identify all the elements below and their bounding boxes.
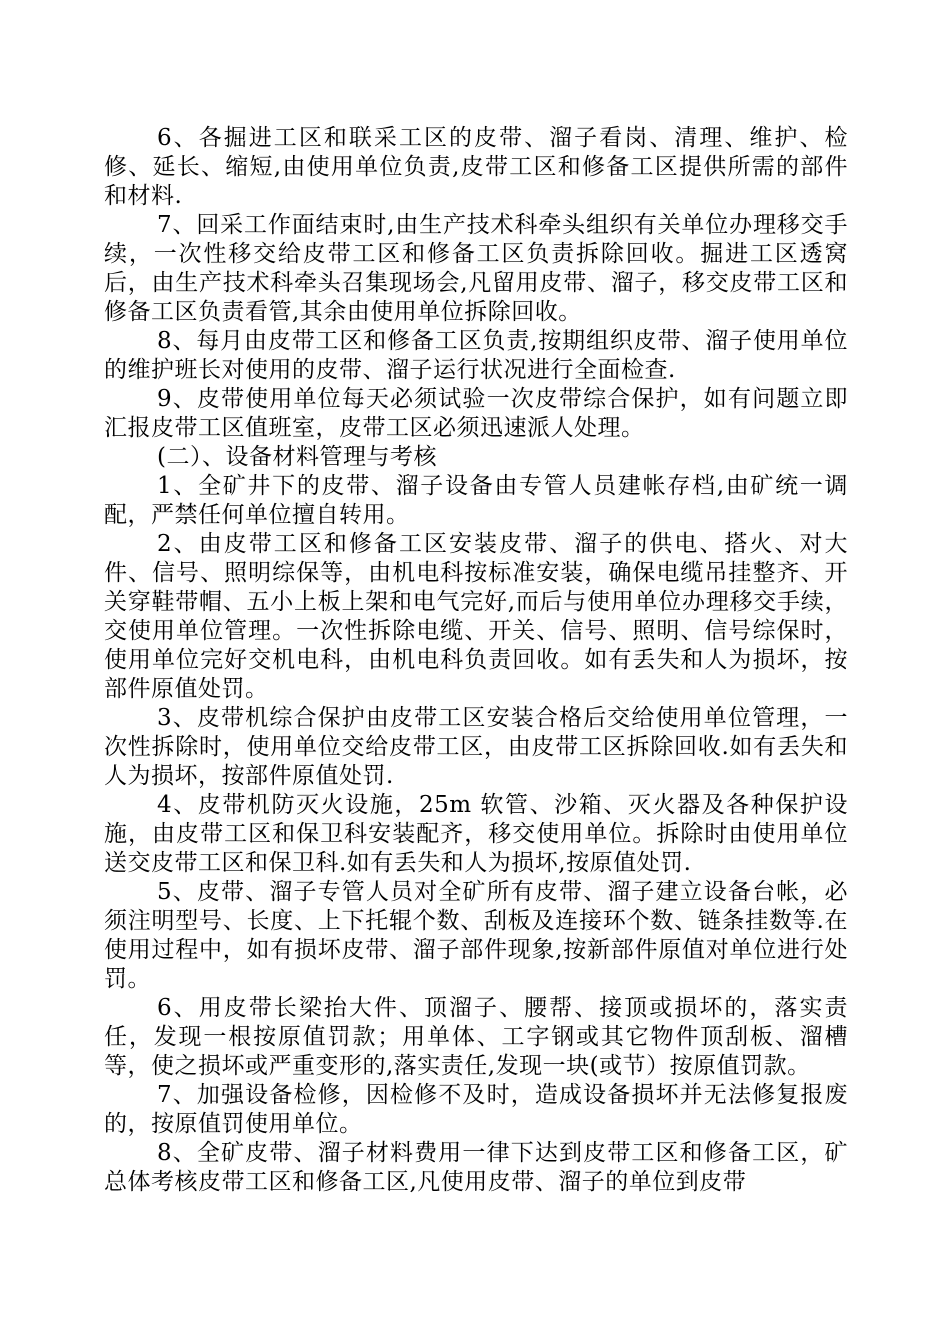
paragraph-item-4: 4、皮带机防灭火设施，25m 软管、沙箱、灭火器及各种保护设施，由皮带工区和保卫科安装配齐，移交使用单位。拆除时由使用单位送交皮带工区和保卫科.如有丢失和人为损坏,按原值处罚. xyxy=(104,792,848,876)
paragraph-item-6b: 6、用皮带长梁抬大件、顶溜子、腰帮、接顶或损坏的，落实责任，发现一根按原值罚款；用单体、工字钢或其它物件顶刮板、溜槽等，使之损坏或严重变形的,落实责任,发现一块(或节）按原值罚款。 xyxy=(104,995,848,1079)
paragraph-item-7: 7、回采工作面结束时,由生产技术科牵头组织有关单位办理移交手续，一次性移交给皮带工区和修备工区负责拆除回收。掘进工区透窝后，由生产技术科牵头召集现场会,凡留用皮带、溜子，移交皮带工区和修备工区负责看管,其余由使用单位拆除回收。 xyxy=(104,212,848,325)
paragraph-item-6: 6、各掘进工区和联采工区的皮带、溜子看岗、清理、维护、检修、延长、缩短,由使用单位负责,皮带工区和修备工区提供所需的部件和材料. xyxy=(104,125,848,209)
paragraph-item-3: 3、皮带机综合保护由皮带工区安装合格后交给使用单位管理，一次性拆除时，使用单位交给皮带工区，由皮带工区拆除回收.如有丢失和人为损坏，按部件原值处罚. xyxy=(104,705,848,789)
paragraph-item-8: 8、每月由皮带工区和修备工区负责,按期组织皮带、溜子使用单位的维护班长对使用的皮带、溜子运行状况进行全面检查. xyxy=(104,328,848,383)
paragraph-item-8b: 8、全矿皮带、溜子材料费用一律下达到皮带工区和修备工区，矿总体考核皮带工区和修备工区,凡使用皮带、溜子的单位到皮带 xyxy=(104,1140,848,1195)
document-page xyxy=(104,124,848,1197)
paragraph-item-1: 1、全矿井下的皮带、溜子设备由专管人员建帐存档,由矿统一调配，严禁任何单位擅自转用。 xyxy=(104,473,848,528)
paragraph-item-9: 9、皮带使用单位每天必须试验一次皮带综合保护，如有问题立即汇报皮带工区值班室，皮带工区必须迅速派人处理。 xyxy=(104,386,848,441)
paragraph-item-7b: 7、加强设备检修，因检修不及时，造成设备损坏并无法修复报废的，按原值罚使用单位。 xyxy=(104,1082,848,1137)
paragraph-item-2: 2、由皮带工区和修备工区安装皮带、溜子的供电、搭火、对大件、信号、照明综保等，由机电科按标准安装，确保电缆吊挂整齐、开关穿鞋带帽、五小上板上架和电气完好,而后与使用单位办理移交手续，交使用单位管理。一次性拆除电缆、开关、信号、照明、信号综保时，使用单位完好交机电科，由机电科负责回收。如有丢失和人为损坏，按部件原值处罚。 xyxy=(104,531,848,702)
paragraph-item-5: 5、皮带、溜子专管人员对全矿所有皮带、溜子建立设备台帐，必须注明型号、长度、上下托辊个数、刮板及连接环个数、链条挂数等.在使用过程中，如有损坏皮带、溜子部件现象,按新部件原值对单位进行处罚。 xyxy=(104,879,848,992)
section-heading: (二）、设备材料管理与考核 xyxy=(157,444,437,470)
